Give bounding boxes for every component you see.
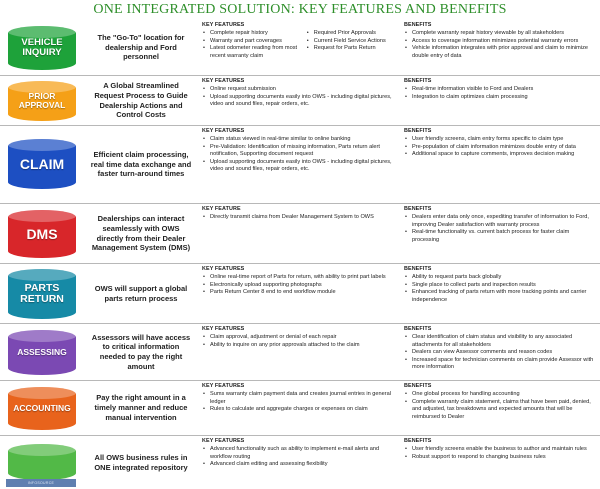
benefits [398, 204, 600, 263]
row-dms [0, 204, 600, 264]
feature-list [202, 86, 394, 109]
accounting-badge [8, 387, 76, 430]
feature-item: • Rules to calculate and aggregate charges or expenses on claim [202, 406, 394, 414]
claim-badge [8, 139, 76, 189]
benefit-item: • Enhanced tracking of parts return with more tracking points and carrier independence [404, 289, 596, 304]
row-accounting [0, 381, 600, 436]
benefits [398, 126, 600, 203]
key-features-header: KEY FEATURES [202, 383, 245, 389]
key-features [196, 204, 398, 263]
benefit-list [404, 446, 596, 461]
cylinder-cell [0, 436, 86, 489]
feature-item: • Electronically upload supporting photographs [202, 282, 394, 290]
benefit-item: • Ability to request parts back globally [404, 274, 596, 282]
row-description: OWS will support a global parts return process [94, 283, 188, 303]
business-rules-badge [8, 444, 76, 480]
feature-item: • Upload supporting documents easily into OWS - including digital pictures, video and sound files, repair orders, etc. [202, 94, 394, 109]
feature-list-left [202, 30, 306, 60]
key-features-header: KEY FEATURES [202, 128, 245, 134]
feature-item: • Current Field Service Actions [306, 38, 394, 46]
benefits [398, 381, 600, 435]
row-description: A Global Streamlined Request Process to Guide Dealership Actions and Control Costs [94, 81, 188, 120]
benefits-header: BENEFITS [404, 266, 432, 272]
key-features-header: KEY FEATURES [202, 266, 245, 272]
benefits [398, 20, 600, 75]
benefit-item: • Pre-population of claim information minimizes double entry of data [404, 144, 596, 152]
benefit-item: • One global process for handling accounting [404, 391, 596, 399]
key-features [196, 381, 398, 435]
benefits [398, 436, 600, 489]
benefit-item: • Additional space to capture comments, improves decision making [404, 151, 596, 159]
cylinder-cell [0, 381, 86, 435]
benefits-header: BENEFITS [404, 438, 432, 444]
key-features-header: KEY FEATURES [202, 78, 245, 84]
badge-label: VEHICLE INQUIRY [21, 37, 63, 58]
cylinder-cell [0, 76, 86, 125]
feature-item: • Claim status viewed in real-time similar to online banking [202, 136, 394, 144]
feature-item: • Pre-Validation: Identification of missing information, Parts return alert notification, Supporting document request [202, 144, 394, 159]
feature-item: • Required Prior Approvals [306, 30, 394, 38]
badge-label: DMS [26, 225, 58, 242]
key-features-header: KEY FEATURES [202, 326, 245, 332]
feature-item: • Upload supporting documents easily into OWS - including digital pictures, video and sound files, repair orders, etc. [202, 159, 394, 174]
feature-list [202, 446, 394, 469]
feature-item: • Advanced claim editing and assessing flexibility [202, 461, 394, 469]
row-description: Assessors will have access to critical information needed to pay the right amount [91, 332, 191, 371]
feature-item: • Online real-time report of Parts for return, with ability to print part labels [202, 274, 394, 282]
assessing-badge [8, 330, 76, 375]
benefit-item: • Clear identification of claim status and visibility to any associated attachments for all stakeholders [404, 334, 596, 349]
benefit-list [404, 391, 596, 421]
benefit-item: • Dealers can view Assessor comments and reason codes [404, 349, 596, 357]
benefit-item: • Complete warranty claim statement, claims that have been paid, denied, and adjusted, tax breakdowns and expected amounts that will be reimbursed to Dealer [404, 399, 596, 422]
key-features [196, 76, 398, 125]
benefits-header: BENEFITS [404, 326, 432, 332]
badge-label: ASSESSING [17, 347, 67, 358]
benefit-list [404, 30, 596, 60]
benefits [398, 76, 600, 125]
benefit-item: • User friendly screens, claim entry forms specific to claim type [404, 136, 596, 144]
feature-list [202, 136, 394, 174]
feature-item: • Online request submission [202, 86, 394, 94]
feature-list [202, 391, 394, 414]
feature-item: • Directly transmit claims from Dealer Management System to OWS [202, 214, 394, 222]
benefits-header: BENEFITS [404, 128, 432, 134]
key-features-header: KEY FEATURES [202, 22, 245, 28]
key-features [196, 436, 398, 489]
prior-approval-badge [8, 81, 76, 121]
feature-list [202, 274, 394, 297]
benefits-header: BENEFITS [404, 383, 432, 389]
key-features-header: KEY FEATURE [202, 206, 241, 212]
feature-item: • Latest odometer reading from most recent warranty claim [202, 45, 306, 60]
badge-label: PARTS RETURN [20, 281, 64, 305]
feature-item: • Claim approval, adjustment or denial of each repair [202, 334, 394, 342]
row-business-rules [0, 436, 600, 489]
badge-label: CLAIM [19, 155, 65, 172]
key-features [196, 126, 398, 203]
row-description: Dealerships can interact seamlessly with OWS directly from their Dealer Management System (DMS) [91, 214, 191, 253]
key-features-header: KEY FEATURES [202, 438, 245, 444]
row-prior-approval [0, 76, 600, 126]
row-description: The "Go-To" location for dealership and Ford personnel [97, 32, 185, 62]
benefit-item: • Vehicle information integrates with prior approval and claim to minimize double entry of data [404, 45, 596, 60]
key-features [196, 20, 398, 75]
feature-item: • Request for Parts Return [306, 45, 394, 53]
features-table [0, 20, 600, 489]
row-description: Efficient claim processing, real time data exchange and faster turn-around times [90, 149, 192, 179]
feature-item: • Ability to inquire on any prior approvals attached to the claim [202, 342, 394, 350]
benefit-list [404, 136, 596, 159]
benefit-item: • Single place to collect parts and inspection results [404, 282, 596, 290]
benefit-item: • Integration to claim optimizes claim processing [404, 94, 596, 102]
key-features [196, 324, 398, 380]
feature-item: • Advanced functionality such as ability to implement e-mail alerts and workflow routing [202, 446, 394, 461]
dms-badge [8, 210, 76, 258]
benefit-item: • User friendly screens enable the business to author and maintain rules [404, 446, 596, 454]
feature-list-right [306, 30, 394, 60]
row-claim [0, 126, 600, 204]
cylinder-cell [0, 126, 86, 203]
feature-item: • Sums warranty claim payment data and creates journal entries in general ledger [202, 391, 394, 406]
feature-item: • Complete repair history [202, 30, 306, 38]
vehicle-inquiry-badge [8, 26, 76, 70]
cylinder-cell [0, 324, 86, 380]
feature-item: • Warranty and part coverages [202, 38, 306, 46]
benefits-header: BENEFITS [404, 22, 432, 28]
parts-return-badge [8, 269, 76, 319]
benefit-list [404, 86, 596, 101]
benefits-header: BENEFITS [404, 206, 432, 212]
cylinder-cell [0, 264, 86, 323]
row-description: Pay the right amount in a timely manner and reduce manual intervention [94, 393, 188, 422]
row-description: All OWS business rules in ONE integrated repository [94, 452, 188, 472]
benefit-item: • Increased space for technician comments on claim provide Assessor with more information [404, 357, 596, 372]
benefit-list [404, 274, 596, 304]
row-assessing [0, 324, 600, 381]
cylinder-cell [0, 204, 86, 263]
badge-label: PRIOR APPROVAL [18, 91, 66, 110]
benefit-item: • Real-time functionality vs. current batch process for faster claim processing [404, 229, 596, 244]
benefits-header: BENEFITS [404, 78, 432, 84]
benefit-item: • Real-time information visible to Ford and Dealers [404, 86, 596, 94]
stamp-bar: INFOSOURCE [6, 479, 76, 487]
benefit-item: • Complete warranty repair history viewable by all stakeholders [404, 30, 596, 38]
benefit-item: • Robust support to respond to changing business rules [404, 454, 596, 462]
feature-item: • Parts Return Center 8 end to end workflow module [202, 289, 394, 297]
cylinder-cell [0, 20, 86, 75]
benefit-item: • Access to coverage information minimizes potential warranty errors [404, 38, 596, 46]
row-vehicle-inquiry [0, 20, 600, 76]
benefit-item: • Dealers enter data only once, expediting transfer of information to Ford, improving Dealer satisfaction with warranty process [404, 214, 596, 229]
feature-list [202, 334, 394, 349]
key-features [196, 264, 398, 323]
benefit-list [404, 214, 596, 244]
benefit-list [404, 334, 596, 372]
page-title: ONE INTEGRATED SOLUTION: KEY FEATURES AND BENEFITS [93, 2, 507, 17]
benefits [398, 264, 600, 323]
feature-list [202, 214, 394, 222]
benefits [398, 324, 600, 380]
row-parts-return [0, 264, 600, 324]
badge-label: ACCOUNTING [13, 403, 71, 414]
